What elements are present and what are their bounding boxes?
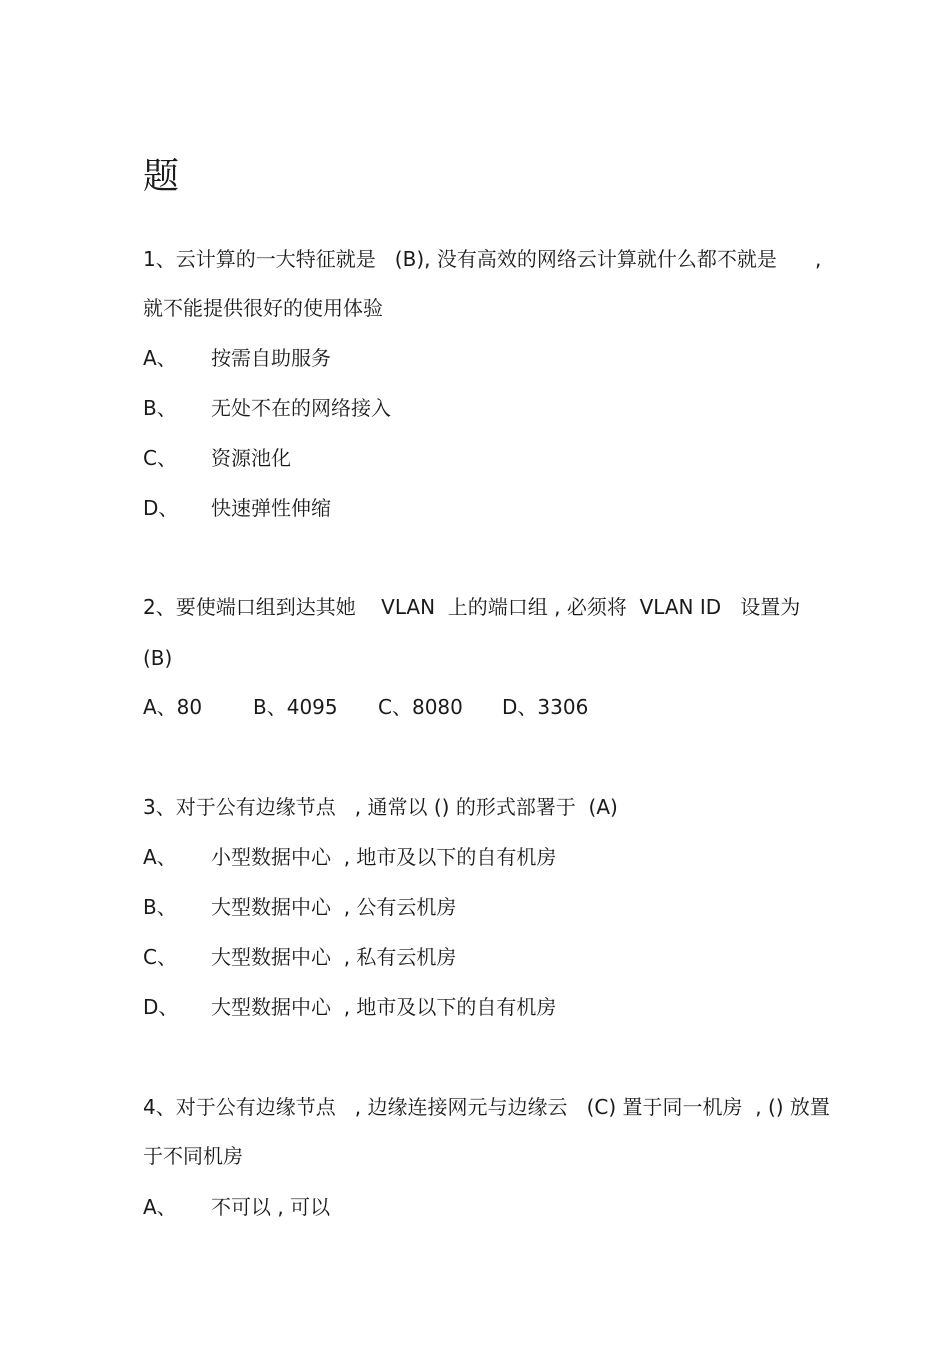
question-2-line-1: 2、要使端口组到达其她 VLAN 上的端口组 , 必须将 VLAN ID 设置为 bbox=[143, 595, 801, 619]
option-letter: A、 bbox=[143, 346, 177, 370]
option-letter: B、 bbox=[143, 396, 177, 420]
question-4-line-2: 于不同机房 bbox=[143, 1144, 243, 1168]
option-letter: A、 bbox=[143, 845, 177, 869]
question-2-option-c: C、8080 bbox=[378, 695, 463, 719]
question-2-option-a: A、80 bbox=[143, 695, 203, 719]
question-1-line-2: 就不能提供很好的使用体验 bbox=[143, 296, 383, 320]
option-text: 小型数据中心 , 地市及以下的自有机房 bbox=[211, 845, 557, 869]
option-text: 大型数据中心 , 公有云机房 bbox=[211, 895, 457, 919]
question-2-option-d: D、3306 bbox=[502, 695, 589, 719]
question-2-option-b: B、4095 bbox=[253, 695, 338, 719]
option-text: 大型数据中心 , 地市及以下的自有机房 bbox=[211, 995, 557, 1019]
option-text: 无处不在的网络接入 bbox=[211, 396, 391, 420]
option-letter: D、 bbox=[143, 995, 179, 1019]
option-text: 资源池化 bbox=[211, 446, 291, 470]
option-letter: B、 bbox=[143, 895, 177, 919]
question-4-option-a bbox=[143, 1192, 331, 1312]
option-letter: A、 bbox=[143, 1195, 177, 1219]
page-title: 题 bbox=[143, 156, 180, 197]
option-text: 按需自助服务 bbox=[211, 346, 331, 370]
question-1-line-1: 1、云计算的一大特征就是 (B), 没有高效的网络云计算就什么都不就是 , bbox=[143, 247, 822, 271]
option-letter: C、 bbox=[143, 945, 177, 969]
question-4-line-1: 4、对于公有边缘节点 , 边缘连接网元与边缘云 (C) 置于同一机房 , () 放置 bbox=[143, 1095, 830, 1119]
question-2-line-2: (B) bbox=[143, 646, 173, 670]
option-text: 大型数据中心 , 私有云机房 bbox=[211, 945, 457, 969]
option-letter: D、 bbox=[143, 496, 179, 520]
option-text: 不可以 , 可以 bbox=[211, 1195, 331, 1219]
option-letter: C、 bbox=[143, 446, 177, 470]
question-3-line-1: 3、对于公有边缘节点 , 通常以 () 的形式部署于 (A) bbox=[143, 795, 618, 819]
option-text: 快速弹性伸缩 bbox=[211, 496, 331, 520]
